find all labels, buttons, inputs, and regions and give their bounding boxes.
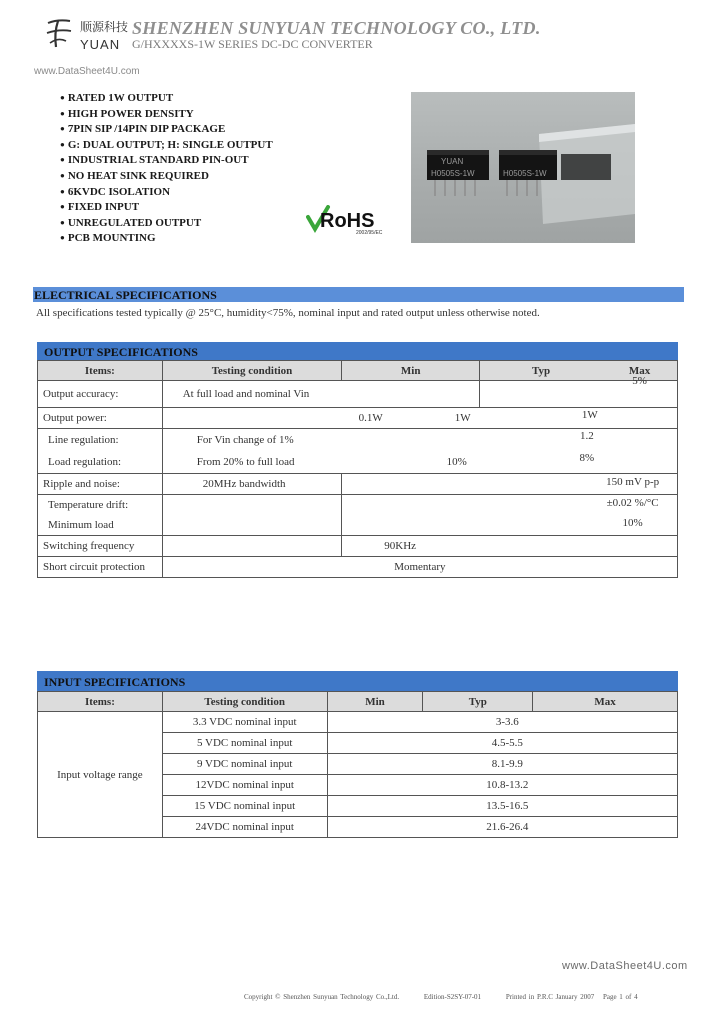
item-cell: Switching frequency: [38, 536, 163, 557]
output-spec-table: [37, 360, 678, 578]
range-cell: 3-3.6: [327, 712, 677, 733]
condition-cell: 20MHz bandwidth: [162, 474, 342, 495]
range-cell: 13.5-16.5: [327, 796, 677, 817]
header-typ: Typ: [531, 364, 551, 377]
max-temperature-drift: ±0.02 %/°C: [606, 497, 659, 509]
table-row: [38, 474, 678, 495]
typ-value: 1W: [454, 412, 471, 424]
max-value: 1W: [581, 409, 598, 421]
photo-part-label: H0505S-1W: [431, 169, 475, 178]
footer-watermark-link[interactable]: www.DataSheet4U.com: [562, 960, 688, 972]
item-cell: Ripple and noise:: [38, 474, 163, 495]
value-cell: [162, 429, 677, 474]
condition-cell: At full load and nominal Vin: [162, 381, 479, 408]
feature-list: [60, 91, 273, 247]
range-cell: 4.5-5.5: [327, 733, 677, 754]
max-line: 1.2: [579, 430, 594, 442]
electrical-spec-title: ELECTRICAL SPECIFICATIONS: [34, 288, 217, 302]
table-header-row: [38, 361, 678, 381]
typ-load: 10%: [446, 456, 467, 468]
item-cell: Output power:: [38, 408, 163, 429]
item-cell: Input voltage range: [38, 712, 163, 838]
product-photo: [411, 92, 635, 243]
item-load-regulation: Load regulation:: [48, 456, 122, 468]
range-cell: 8.1-9.9: [327, 754, 677, 775]
electrical-spec-note: All specifications tested typically @ 25°C, humidity<75%, nominal input and rated output unless otherwise noted.: [36, 307, 540, 319]
typ-value: 90KHz: [384, 540, 417, 552]
watermark-link[interactable]: www.DataSheet4U.com: [34, 66, 140, 77]
value-cell: [480, 375, 678, 408]
header-testing-condition: Testing condition: [162, 692, 327, 712]
min-value: 0.1W: [358, 412, 383, 424]
table-row: [38, 712, 678, 733]
table-row: [38, 495, 678, 536]
value-cell: [342, 536, 678, 557]
footer-page: Page 1 of 4: [602, 993, 638, 1001]
condition-cell: 12VDC nominal input: [162, 775, 327, 796]
logo-brand-text: YUAN: [80, 37, 121, 52]
item-cell: Output accuracy:: [38, 381, 163, 408]
feature-item: ● RATED 1W OUTPUT: [60, 91, 273, 107]
value-cell: [342, 495, 678, 536]
value-cell: [342, 474, 678, 495]
range-cell: 10.8-13.2: [327, 775, 677, 796]
rohs-sub-label: 2002/95/EC: [356, 230, 383, 235]
footer-copyright: Copyright © Shenzhen Sunyuan Technology Co.,Ltd.: [244, 993, 400, 1001]
range-cell: 21.6-26.4: [327, 817, 677, 838]
header-max: Max: [628, 364, 651, 377]
feature-item: ● UNREGULATED OUTPUT: [60, 216, 273, 232]
condition-cell: [162, 536, 342, 557]
item-cell: [38, 495, 163, 536]
value-cell: Momentary: [162, 557, 677, 578]
max-load: 8%: [579, 452, 595, 464]
header-items: Items:: [38, 692, 163, 712]
footer-info: [244, 993, 638, 1001]
output-spec-title: OUTPUT SPECIFICATIONS: [44, 345, 198, 359]
condition-cell: [162, 495, 342, 536]
header-min: Min: [342, 361, 480, 381]
table-row: [38, 381, 678, 408]
item-line-regulation: Line regulation:: [48, 434, 119, 446]
condition-cell: 24VDC nominal input: [162, 817, 327, 838]
condition-line: For Vin change of 1%: [196, 434, 294, 446]
item-temperature-drift: Temperature drift:: [48, 499, 129, 511]
table-row: [38, 557, 678, 578]
header-testing-condition: Testing condition: [162, 361, 342, 381]
company-name: SHENZHEN SUNYUAN TECHNOLOGY CO., LTD.: [132, 18, 541, 38]
feature-item: ● NO HEAT SINK REQUIRED: [60, 169, 273, 185]
series-title: G/HXXXXS-1W SERIES DC-DC CONVERTER: [132, 37, 373, 51]
logo-chinese-text: 顺源科技: [80, 20, 129, 34]
max-minimum-load: 10%: [622, 517, 643, 529]
company-logo-icon: [44, 17, 74, 51]
item-cell: [38, 429, 163, 474]
rohs-logo-icon: [306, 205, 398, 235]
max-value: 5%: [632, 375, 647, 387]
input-spec-title: INPUT SPECIFICATIONS: [44, 675, 186, 689]
table-row: [38, 429, 678, 474]
header-max: Max: [533, 692, 678, 712]
feature-item: ● G: DUAL OUTPUT; H: SINGLE OUTPUT: [60, 138, 273, 154]
condition-cell: 5 VDC nominal input: [162, 733, 327, 754]
header-min: Min: [327, 692, 423, 712]
photo-brand-label: YUAN: [441, 157, 464, 166]
item-cell: Short circuit protection: [38, 557, 163, 578]
max-value: 150 mV p-p: [606, 476, 660, 488]
table-header-row: [38, 692, 678, 712]
feature-item: ● FIXED INPUT: [60, 200, 273, 216]
condition-cell: 3.3 VDC nominal input: [162, 712, 327, 733]
photo-part-label: H0505S-1W: [503, 169, 547, 178]
condition-load: From 20% to full load: [196, 456, 295, 468]
feature-item: ● INDUSTRIAL STANDARD PIN-OUT: [60, 153, 273, 169]
feature-item: ● 7PIN SIP /14PIN DIP PACKAGE: [60, 122, 273, 138]
footer-printed: Printed in P.R.C January 2007: [505, 993, 595, 1001]
condition-cell: 15 VDC nominal input: [162, 796, 327, 817]
rohs-label: RoHS: [320, 210, 375, 232]
item-minimum-load: Minimum load: [48, 519, 114, 531]
product-photo-illustration: [411, 92, 635, 243]
header-items: Items:: [38, 361, 163, 381]
input-spec-table: [37, 691, 678, 838]
table-row: [38, 536, 678, 557]
header-typ: Typ: [423, 692, 533, 712]
feature-item: ● HIGH POWER DENSITY: [60, 107, 273, 123]
condition-cell: 9 VDC nominal input: [162, 754, 327, 775]
feature-item: ● PCB MOUNTING: [60, 231, 273, 247]
footer-edition: Edition-S2SY-07-01: [423, 993, 482, 1001]
feature-item: ● 6KVDC ISOLATION: [60, 185, 273, 201]
